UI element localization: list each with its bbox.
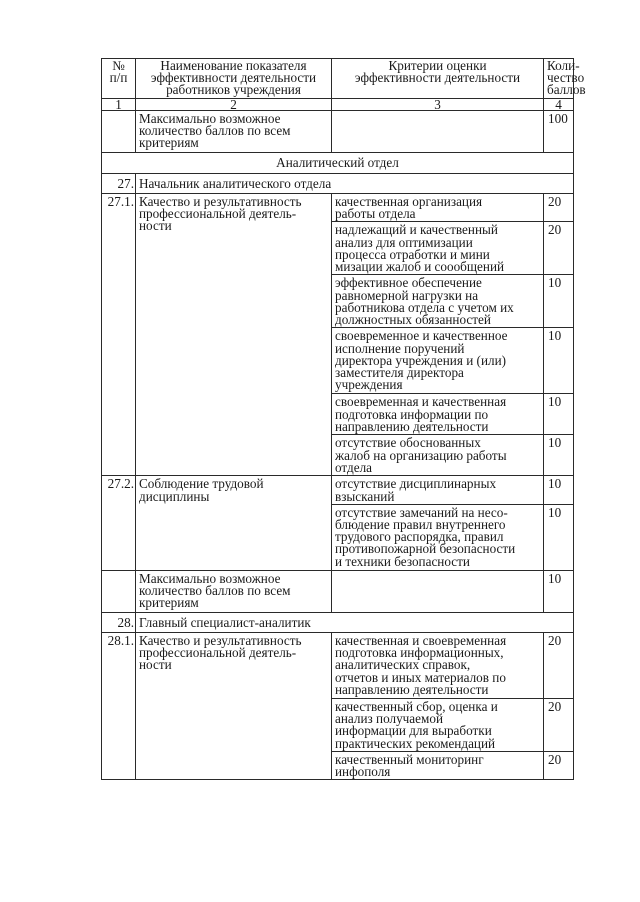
criterion-line: взысканий: [335, 488, 395, 504]
criterion-points: 10: [544, 476, 574, 504]
criterion-line: отсутствие дисциплинарных: [335, 476, 497, 492]
label-line: критериям: [139, 135, 199, 151]
criterion-row: [102, 194, 574, 222]
criterion-line: процесса отработки и мини: [335, 246, 490, 262]
criterion-text: [332, 194, 544, 222]
criterion-text: [332, 222, 544, 275]
criterion-line: работы отдела: [335, 206, 416, 222]
criterion-points: 20: [544, 194, 574, 222]
criterion-line: надлежащий и качественный: [335, 222, 498, 238]
index-cell: 3: [332, 98, 544, 110]
criterion-line: направлению деятельности: [335, 681, 489, 697]
criterion-line: анализ для оптимизации: [335, 234, 473, 250]
criterion-line: практических рекомендаций: [335, 735, 496, 751]
max-points-value: 10: [544, 570, 574, 612]
header-text: №: [112, 58, 125, 73]
criterion-line: заместителя директора: [335, 365, 464, 381]
header-text: баллов: [547, 82, 586, 98]
criterion-line: анализ получаемой: [335, 711, 444, 727]
criterion-line: равномерной нагрузки на: [335, 287, 479, 303]
criterion-line: аналитических справок,: [335, 657, 471, 673]
group-number: 28.1.: [102, 633, 136, 780]
header-text: работников учреждения: [166, 82, 301, 98]
criterion-line: качественный сбор, оценка и: [335, 699, 498, 715]
header-text: Коли-: [547, 58, 580, 73]
criterion-text: [332, 476, 544, 504]
criterion-points: 10: [544, 504, 574, 570]
label-line: количество баллов по всем: [139, 583, 291, 599]
empty-cell: [102, 110, 136, 152]
position-row-28: [102, 612, 574, 632]
criterion-text: [332, 699, 544, 752]
criterion-line: противопожарной безопасности: [335, 541, 516, 557]
criterion-line: качественная и своевременная: [335, 633, 507, 649]
criterion-line: подготовка информационных,: [335, 645, 504, 661]
criterion-line: учреждения: [335, 377, 403, 393]
criterion-points: 10: [544, 394, 574, 435]
label-line: количество баллов по всем: [139, 122, 291, 138]
max-points-row: [102, 570, 574, 612]
criterion-line: жалоб на организацию работы: [335, 447, 507, 463]
empty-cell: [332, 570, 544, 612]
max-points-row: [102, 110, 574, 152]
criterion-row: [102, 476, 574, 504]
position-title: Главный специалист-аналитик: [136, 612, 574, 632]
criterion-text: [332, 394, 544, 435]
criterion-line: своевременное и качественное: [335, 328, 508, 344]
group-title-line: профессиональной деятель-: [139, 645, 297, 661]
criterion-line: подготовка информации по: [335, 406, 489, 422]
max-points-value: 100: [544, 110, 574, 152]
criterion-line: отсутствие замечаний на несо-: [335, 504, 508, 520]
header-text: Наименование показателя: [160, 58, 307, 73]
criterion-points: 10: [544, 435, 574, 476]
section-title: Аналитический отдел: [102, 152, 574, 173]
criterion-text: [332, 752, 544, 780]
label-line: Максимально возможное: [139, 570, 281, 586]
max-points-label: [136, 570, 332, 612]
criterion-line: направлению деятельности: [335, 418, 489, 434]
group-title-line: дисциплины: [139, 488, 210, 504]
criterion-text: [332, 504, 544, 570]
header-text: Критерии оценки: [388, 58, 487, 73]
criterion-line: должностных обязанностей: [335, 312, 491, 328]
criterion-text: [332, 275, 544, 328]
criterion-line: отчетов и иных материалов по: [335, 669, 506, 685]
group-title: [136, 194, 332, 476]
table-header-row: [102, 59, 574, 99]
header-points: [544, 58, 586, 99]
criterion-line: мизации жалоб и соообщений: [335, 259, 505, 275]
index-cell: 2: [136, 98, 332, 110]
section-row: [102, 152, 574, 173]
empty-cell: [332, 110, 544, 152]
header-criteria: [332, 59, 544, 99]
group-number: 27.1.: [102, 194, 136, 476]
header-text: эффективности деятельности: [354, 70, 521, 86]
header-text: п/п: [109, 70, 128, 86]
group-title-line: Качество и результативность: [139, 194, 302, 210]
criterion-row: [102, 633, 574, 699]
label-line: критериям: [139, 595, 199, 611]
criterion-line: информации для выработки: [335, 723, 492, 739]
criterion-line: своевременная и качественная: [335, 394, 507, 410]
group-title-line: профессиональной деятель-: [139, 206, 297, 222]
criterion-text: [332, 633, 544, 699]
criterion-points: 10: [544, 328, 574, 394]
criterion-points: 20: [544, 752, 574, 780]
empty-cell: [102, 570, 136, 612]
position-number: 28.: [102, 612, 136, 632]
group-number: 27.2.: [102, 476, 136, 570]
max-points-label: [136, 110, 332, 152]
header-text: чество: [547, 70, 585, 86]
index-cell: 4: [544, 98, 574, 110]
criterion-line: качественная организация: [335, 194, 483, 210]
criteria-table: [101, 58, 586, 780]
group-title-line: Соблюдение трудовой: [139, 476, 264, 492]
label-line: Максимально возможное: [139, 110, 281, 126]
group-title: [136, 633, 332, 780]
document-page: [101, 58, 586, 780]
group-title: [136, 476, 332, 570]
position-row-27: [102, 173, 574, 193]
criterion-text: [332, 435, 544, 476]
group-title-line: ности: [139, 657, 172, 673]
header-number: [102, 59, 136, 99]
criterion-points: 20: [544, 699, 574, 752]
criterion-line: работникова отдела с учетом их: [335, 299, 514, 315]
criterion-line: и техники безопасности: [335, 553, 470, 569]
index-cell: 1: [102, 98, 136, 110]
header-indicator: [136, 59, 332, 99]
criterion-line: отсутствие обоснованных: [335, 435, 481, 451]
criterion-line: инфополя: [335, 764, 391, 780]
index-row: [102, 98, 574, 110]
criterion-text: [332, 328, 544, 394]
criterion-line: исполнение поручений: [335, 340, 465, 356]
criterion-points: 20: [544, 222, 574, 275]
criterion-line: отдела: [335, 459, 373, 475]
group-title-line: ности: [139, 218, 172, 234]
criterion-line: трудового распорядка, правил: [335, 529, 504, 545]
header-text: эффективности деятельности: [150, 70, 317, 86]
criterion-line: блюдение правил внутреннего: [335, 517, 506, 533]
criterion-line: директора учреждения и (или): [335, 352, 507, 368]
criterion-line: качественный мониторинг: [335, 752, 484, 768]
criterion-line: эффективное обеспечение: [335, 275, 482, 291]
position-number: 27.: [102, 173, 136, 193]
criterion-points: 20: [544, 633, 574, 699]
position-title: Начальник аналитического отдела: [136, 173, 574, 193]
group-title-line: Качество и результативность: [139, 633, 302, 649]
criterion-points: 10: [544, 275, 574, 328]
